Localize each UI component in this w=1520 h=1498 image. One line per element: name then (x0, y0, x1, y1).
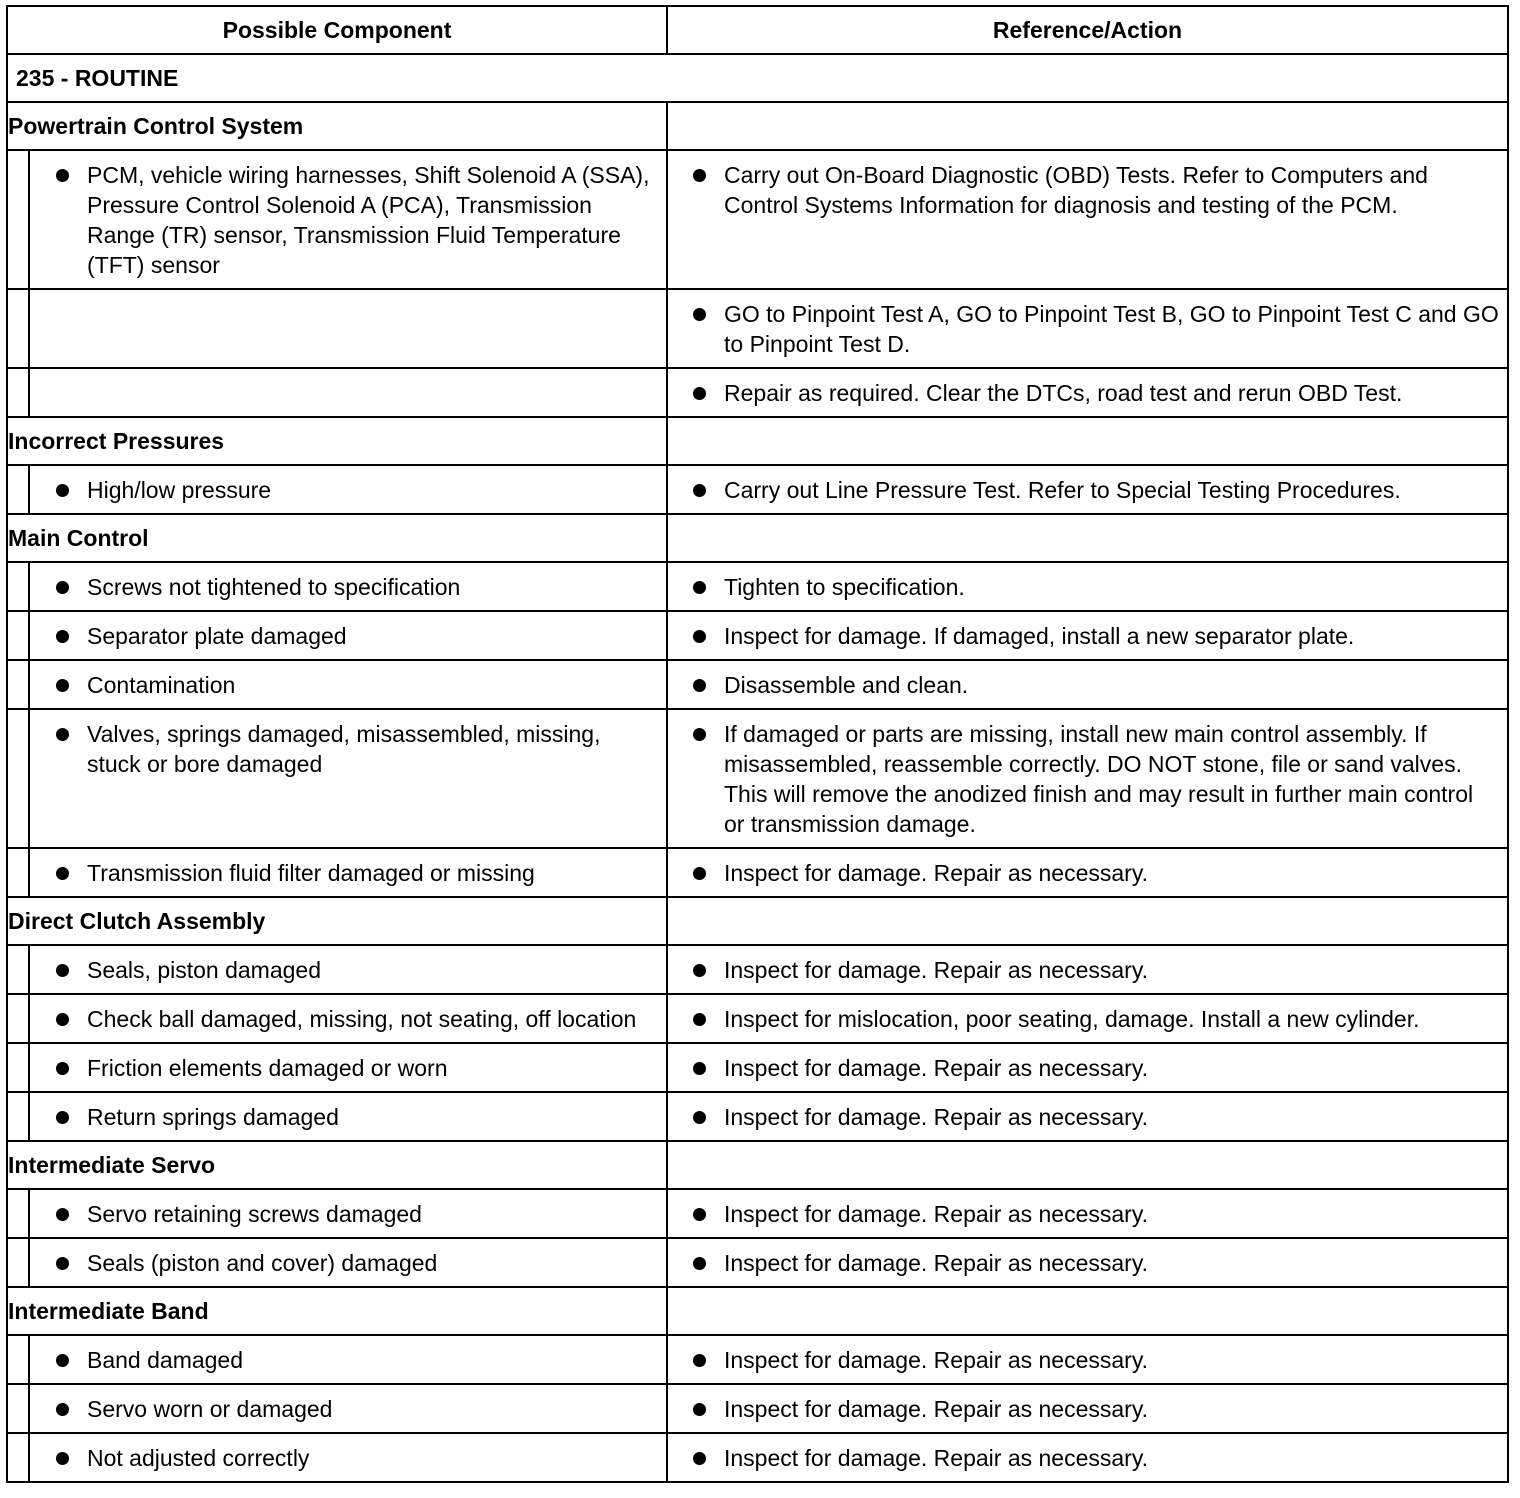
action-cell (667, 562, 1508, 611)
action-bullet-item (668, 475, 1507, 505)
group-label: Intermediate Servo (7, 1141, 667, 1189)
component-bullet-item (30, 858, 666, 888)
component-cell (29, 368, 667, 417)
table-row (7, 1384, 1508, 1433)
indent-cell (7, 848, 29, 897)
component-cell (29, 945, 667, 994)
group-action-empty (667, 897, 1508, 945)
bullet-dot-icon (56, 1403, 69, 1416)
indent-cell (7, 660, 29, 709)
component-text: Seals (piston and cover) damaged (87, 1250, 438, 1276)
group-row (7, 1287, 1508, 1335)
action-text: Inspect for damage. Repair as necessary. (724, 1396, 1149, 1422)
group-action-empty (667, 1141, 1508, 1189)
bullet-dot-icon (693, 1062, 706, 1075)
component-bullet-item (30, 475, 666, 505)
action-text: Inspect for damage. Repair as necessary. (724, 1104, 1149, 1130)
table-row (7, 1189, 1508, 1238)
indent-cell (7, 1189, 29, 1238)
action-text: If damaged or parts are missing, install new main control assembly. If misassembled, reassemble correctly. DO NOT stone, file or sand valves. This will remove the anodized finish and may result in further main control or transmission damage. (724, 721, 1474, 837)
action-cell (667, 1092, 1508, 1141)
group-row (7, 417, 1508, 465)
component-text: Not adjusted correctly (87, 1445, 310, 1471)
action-cell (667, 1189, 1508, 1238)
component-cell (29, 1433, 667, 1482)
indent-cell (7, 1043, 29, 1092)
action-bullet-item (668, 621, 1507, 651)
bullet-dot-icon (693, 1452, 706, 1465)
diagnosis-table (6, 5, 1509, 1483)
table-row (7, 1043, 1508, 1092)
bullet-dot-icon (693, 169, 706, 182)
bullet-dot-icon (56, 630, 69, 643)
action-cell (667, 1384, 1508, 1433)
component-cell (29, 1335, 667, 1384)
component-cell (29, 289, 667, 368)
action-cell (667, 994, 1508, 1043)
indent-cell (7, 368, 29, 417)
bullet-dot-icon (693, 679, 706, 692)
component-text: Transmission fluid filter damaged or missing (87, 860, 535, 886)
indent-cell (7, 1433, 29, 1482)
action-text: Inspect for damage. Repair as necessary. (724, 860, 1149, 886)
indent-cell (7, 150, 29, 289)
action-bullet-item (668, 160, 1507, 220)
group-action-empty (667, 417, 1508, 465)
indent-cell (7, 994, 29, 1043)
bullet-dot-icon (693, 581, 706, 594)
component-text: Contamination (87, 672, 236, 698)
action-text: Inspect for damage. Repair as necessary. (724, 1445, 1149, 1471)
component-cell (29, 709, 667, 848)
bullet-dot-icon (56, 1257, 69, 1270)
action-bullet-item (668, 378, 1507, 408)
group-label: Main Control (7, 514, 667, 562)
action-bullet-item (668, 1004, 1507, 1034)
indent-cell (7, 945, 29, 994)
bullet-dot-icon (693, 1111, 706, 1124)
action-bullet-item (668, 1102, 1507, 1132)
component-text: Seals, piston damaged (87, 957, 321, 983)
group-row (7, 102, 1508, 150)
action-bullet-item (668, 572, 1507, 602)
component-text: Servo retaining screws damaged (87, 1201, 422, 1227)
component-cell (29, 1092, 667, 1141)
component-bullet-item (30, 572, 666, 602)
bullet-dot-icon (56, 1354, 69, 1367)
bullet-dot-icon (693, 728, 706, 741)
component-text: Valves, springs damaged, misassembled, missing, stuck or bore damaged (87, 721, 601, 777)
indent-cell (7, 1384, 29, 1433)
indent-cell (7, 289, 29, 368)
table-row (7, 1433, 1508, 1482)
action-cell (667, 150, 1508, 289)
component-bullet-item (30, 670, 666, 700)
bullet-dot-icon (56, 1013, 69, 1026)
action-text: Carry out Line Pressure Test. Refer to Special Testing Procedures. (724, 477, 1401, 503)
component-text: Return springs damaged (87, 1104, 339, 1130)
action-text: Carry out On-Board Diagnostic (OBD) Tests. Refer to Computers and Control Systems Information for diagnosis and testing of the PCM. (724, 162, 1428, 218)
bullet-dot-icon (56, 867, 69, 880)
component-cell (29, 660, 667, 709)
table-row (7, 562, 1508, 611)
action-cell (667, 945, 1508, 994)
action-bullet-item (668, 1345, 1507, 1375)
indent-cell (7, 709, 29, 848)
bullet-dot-icon (693, 1354, 706, 1367)
component-bullet-item (30, 621, 666, 651)
bullet-dot-icon (56, 964, 69, 977)
action-cell (667, 660, 1508, 709)
action-bullet-item (668, 1053, 1507, 1083)
group-label: Direct Clutch Assembly (7, 897, 667, 945)
component-bullet-item (30, 160, 666, 280)
component-cell (29, 1384, 667, 1433)
bullet-dot-icon (693, 1257, 706, 1270)
table-row (7, 994, 1508, 1043)
header-row (7, 6, 1508, 54)
action-text: Inspect for damage. Repair as necessary. (724, 1201, 1149, 1227)
action-bullet-item (668, 1443, 1507, 1473)
table-row (7, 660, 1508, 709)
table-row (7, 465, 1508, 514)
action-text: Inspect for damage. Repair as necessary. (724, 1055, 1149, 1081)
bullet-dot-icon (56, 484, 69, 497)
bullet-dot-icon (693, 387, 706, 400)
table-row (7, 709, 1508, 848)
indent-cell (7, 1238, 29, 1287)
action-text: Repair as required. Clear the DTCs, road test and rerun OBD Test. (724, 380, 1403, 406)
component-text: PCM, vehicle wiring harnesses, Shift Solenoid A (SSA), Pressure Control Solenoid A (PCA), Transmission Range (TR) sensor, Transmission Fluid Temperature (TFT) sensor (87, 162, 650, 278)
bullet-dot-icon (693, 630, 706, 643)
table-body (7, 6, 1508, 1482)
component-cell (29, 150, 667, 289)
action-cell (667, 611, 1508, 660)
action-cell (667, 289, 1508, 368)
group-action-empty (667, 514, 1508, 562)
component-text: High/low pressure (87, 477, 272, 503)
action-text: Inspect for damage. Repair as necessary. (724, 957, 1149, 983)
bullet-dot-icon (56, 1111, 69, 1124)
action-bullet-item (668, 1394, 1507, 1424)
action-cell (667, 465, 1508, 514)
group-row (7, 1141, 1508, 1189)
action-text: Inspect for mislocation, poor seating, damage. Install a new cylinder. (724, 1006, 1420, 1032)
group-label: Powertrain Control System (7, 102, 667, 150)
component-bullet-item (30, 1394, 666, 1424)
component-cell (29, 1238, 667, 1287)
component-bullet-item (30, 1102, 666, 1132)
action-bullet-item (668, 955, 1507, 985)
bullet-dot-icon (56, 1452, 69, 1465)
component-cell (29, 611, 667, 660)
header-action: Reference/Action (667, 6, 1508, 54)
indent-cell (7, 465, 29, 514)
group-action-empty (667, 102, 1508, 150)
action-cell (667, 1043, 1508, 1092)
bullet-dot-icon (56, 1208, 69, 1221)
group-label: Incorrect Pressures (7, 417, 667, 465)
component-bullet-item (30, 1443, 666, 1473)
component-text: Check ball damaged, missing, not seating, off location (87, 1006, 637, 1032)
component-text: Servo worn or damaged (87, 1396, 333, 1422)
action-bullet-item (668, 670, 1507, 700)
action-bullet-item (668, 858, 1507, 888)
table-row (7, 368, 1508, 417)
component-bullet-item (30, 1199, 666, 1229)
component-bullet-item (30, 1248, 666, 1278)
action-bullet-item (668, 1248, 1507, 1278)
routine-row (7, 54, 1508, 102)
bullet-dot-icon (56, 581, 69, 594)
table-row (7, 611, 1508, 660)
indent-cell (7, 611, 29, 660)
component-cell (29, 994, 667, 1043)
component-bullet-item (30, 1004, 666, 1034)
group-row (7, 897, 1508, 945)
table-row (7, 150, 1508, 289)
bullet-dot-icon (693, 1208, 706, 1221)
component-cell (29, 1189, 667, 1238)
indent-cell (7, 1092, 29, 1141)
component-cell (29, 465, 667, 514)
table-row (7, 848, 1508, 897)
table-row (7, 1238, 1508, 1287)
action-text: Tighten to specification. (724, 574, 965, 600)
component-text: Screws not tightened to specification (87, 574, 461, 600)
action-bullet-item (668, 719, 1507, 839)
action-bullet-item (668, 299, 1507, 359)
action-cell (667, 1335, 1508, 1384)
action-cell (667, 848, 1508, 897)
indent-cell (7, 562, 29, 611)
action-text: Inspect for damage. If damaged, install a new separator plate. (724, 623, 1355, 649)
table-row (7, 1092, 1508, 1141)
component-cell (29, 848, 667, 897)
table-row (7, 289, 1508, 368)
group-action-empty (667, 1287, 1508, 1335)
bullet-dot-icon (693, 484, 706, 497)
routine-label: 235 - ROUTINE (7, 54, 1508, 102)
header-component: Possible Component (7, 6, 667, 54)
component-bullet-item (30, 1345, 666, 1375)
action-text: Inspect for damage. Repair as necessary. (724, 1250, 1149, 1276)
bullet-dot-icon (56, 679, 69, 692)
bullet-dot-icon (56, 728, 69, 741)
bullet-dot-icon (56, 169, 69, 182)
action-text: Inspect for damage. Repair as necessary. (724, 1347, 1149, 1373)
indent-cell (7, 1335, 29, 1384)
action-text: GO to Pinpoint Test A, GO to Pinpoint Test B, GO to Pinpoint Test C and GO to Pinpoint Test D. (724, 301, 1499, 357)
component-bullet-item (30, 719, 666, 779)
action-cell (667, 368, 1508, 417)
bullet-dot-icon (693, 1403, 706, 1416)
bullet-dot-icon (693, 964, 706, 977)
component-cell (29, 562, 667, 611)
component-text: Band damaged (87, 1347, 244, 1373)
group-row (7, 514, 1508, 562)
bullet-dot-icon (693, 867, 706, 880)
component-text: Friction elements damaged or worn (87, 1055, 448, 1081)
table-row (7, 945, 1508, 994)
component-bullet-item (30, 1053, 666, 1083)
bullet-dot-icon (56, 1062, 69, 1075)
bullet-dot-icon (693, 1013, 706, 1026)
component-text: Separator plate damaged (87, 623, 347, 649)
action-cell (667, 1238, 1508, 1287)
component-bullet-item (30, 955, 666, 985)
component-cell (29, 1043, 667, 1092)
action-bullet-item (668, 1199, 1507, 1229)
table-row (7, 1335, 1508, 1384)
action-cell (667, 709, 1508, 848)
bullet-dot-icon (693, 308, 706, 321)
group-label: Intermediate Band (7, 1287, 667, 1335)
action-cell (667, 1433, 1508, 1482)
action-text: Disassemble and clean. (724, 672, 969, 698)
